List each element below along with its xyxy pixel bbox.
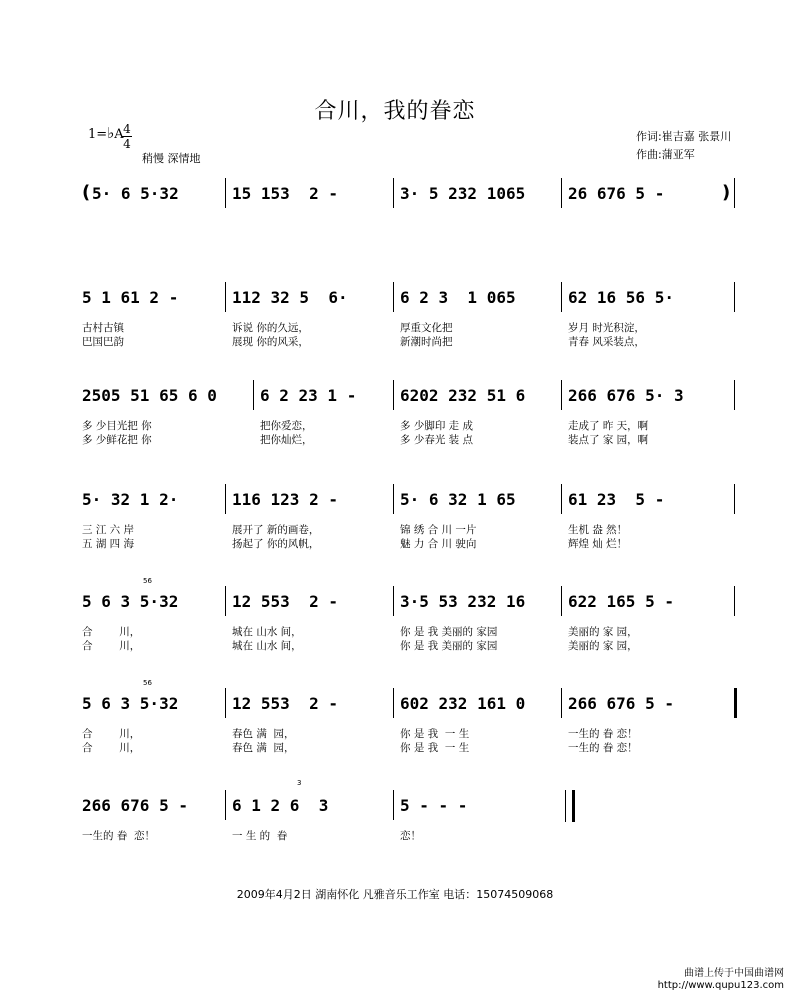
lyric-line-2: 合 川， <box>82 742 141 754</box>
measure-notes: 6 1 2 6 3 <box>232 796 329 815</box>
measure-notes: 3·5 53 232 16 <box>400 592 526 611</box>
barline <box>393 178 394 208</box>
key-signature <box>88 124 124 142</box>
lyric-line-1: 多 少脚印 走 成 <box>400 420 474 432</box>
score-row <box>82 790 742 850</box>
barline <box>225 586 226 616</box>
lyric-line-2: 装点了 家 园，啊 <box>568 434 649 446</box>
page-title: 合川，我的眷恋 <box>314 99 476 124</box>
barline <box>561 282 562 312</box>
lyric-line-1: 三 江 六 岸 <box>82 524 135 536</box>
barline <box>225 688 226 718</box>
barline <box>225 282 226 312</box>
measure-notes: 3· 5 232 1065 <box>400 184 526 203</box>
barline <box>225 178 226 208</box>
measure-notes: 6202 232 51 6 <box>400 386 526 405</box>
final-barline <box>565 790 575 822</box>
lyric-line-2: 把你灿烂， <box>260 434 313 446</box>
lyric-line-1: 美丽的 家 园， <box>568 626 638 638</box>
lyric-line-2: 多 少春光 装 点 <box>400 434 474 446</box>
barline <box>561 178 562 208</box>
lyric-line-1: 展开了 新的画卷， <box>232 524 320 536</box>
barline <box>734 380 735 410</box>
footer-info: 2009年4月2日 湖南怀化 凡雅音乐工作室 电话：15074509068 <box>236 888 554 901</box>
lyric-line-1: 一生的 眷 恋！ <box>82 830 156 842</box>
lyric-line-2: 新潮时尚把 <box>400 336 453 348</box>
lyric-line-1: 古村古镇 <box>82 322 124 334</box>
grace-note-1: 56 <box>143 577 152 585</box>
measure-notes: 15 153 2 - <box>232 184 338 203</box>
barline <box>561 380 562 410</box>
measure-notes: 62 16 56 5· <box>568 288 674 307</box>
lyric-line-1: 生机 盎 然！ <box>568 524 628 536</box>
grace-note-2: 56 <box>143 679 152 687</box>
lyric-line-2: 展现 你的风采， <box>232 336 309 348</box>
lyric-line-1: 走成了 昨 天，啊 <box>568 420 649 432</box>
meter-bottom: 4 <box>123 137 131 151</box>
lyric-line-1: 城在 山水 间， <box>232 626 302 638</box>
measure-notes: 5 1 61 2 - <box>82 288 179 307</box>
lyric-line-2: 合 川， <box>82 640 141 652</box>
barline <box>253 380 254 410</box>
score-row <box>82 282 742 348</box>
measure-notes: 112 32 5 6· <box>232 288 348 307</box>
barline <box>393 282 394 312</box>
lyric-line-1: 一生的 眷 恋！ <box>568 728 638 740</box>
measure-notes: 61 23 5 - <box>568 490 665 509</box>
key-note: A <box>114 127 124 142</box>
time-signature <box>122 122 132 151</box>
lyric-line-2: 春色 满 园， <box>232 742 295 754</box>
measure-notes: 602 232 161 0 <box>400 694 526 713</box>
lyric-line-2: 美丽的 家 园， <box>568 640 638 652</box>
tempo-marking: 稍慢 深情地 <box>142 152 201 165</box>
lyric-line-1: 锦 绣 合 川 一片 <box>400 524 477 536</box>
measure-notes: 266 676 5 - <box>82 796 188 815</box>
barline <box>393 484 394 514</box>
lyric-line-1: 合 川， <box>82 626 141 638</box>
composer-credit: 作曲:蒲亚军 <box>636 148 695 161</box>
lyric-line-2: 魅 力 合 川 驶向 <box>400 538 477 550</box>
lyric-line-1: 你 是 我 美丽的 家园 <box>400 626 498 638</box>
lyric-line-1: 把你爱恋， <box>260 420 313 432</box>
measure-notes: 5 - - - <box>400 796 468 815</box>
lyric-line-2: 辉煌 灿 烂！ <box>568 538 628 550</box>
barline <box>734 484 735 514</box>
lyric-line-2: 青春 风采装点， <box>568 336 645 348</box>
barline <box>393 790 394 820</box>
meter-top: 4 <box>123 122 131 136</box>
lyric-line-1: 合 川， <box>82 728 141 740</box>
barline <box>225 790 226 820</box>
lyric-line-1: 一 生 的 眷 <box>232 830 288 842</box>
barline <box>561 688 562 718</box>
score-row <box>82 484 742 550</box>
barline <box>561 586 562 616</box>
key-prefix: 1= <box>88 127 108 142</box>
watermark-line2: http://www.qupu123.com <box>657 980 784 991</box>
lyric-line-1: 恋！ <box>400 830 421 842</box>
barline <box>734 688 737 718</box>
lyric-line-2: 巴国巴韵 <box>82 336 124 348</box>
barline <box>734 586 735 616</box>
lyric-line-2: 你 是 我 一 生 <box>400 742 470 754</box>
measure-notes: 5· 6 32 1 65 <box>400 490 516 509</box>
lyricist-credit: 作词:崔吉嘉 张景川 <box>636 130 732 143</box>
barline <box>561 484 562 514</box>
lyric-line-2: 你 是 我 美丽的 家园 <box>400 640 498 652</box>
lyric-line-1: 你 是 我 一 生 <box>400 728 470 740</box>
measure-notes: 116 123 2 - <box>232 490 338 509</box>
lyric-line-1: 多 少目光把 你 <box>82 420 152 432</box>
lyric-line-2: 多 少鲜花把 你 <box>82 434 152 446</box>
measure-notes: 2505 51 65 6 0 <box>82 386 217 405</box>
barline <box>225 484 226 514</box>
lyric-line-2: 扬起了 你的风帆， <box>232 538 320 550</box>
repeat-paren-close: ) <box>722 182 731 203</box>
measure-notes: 26 676 5 - <box>568 184 665 203</box>
score-row <box>82 688 742 754</box>
barline <box>734 178 735 208</box>
measure-notes: 266 676 5 - <box>568 694 674 713</box>
watermark-line1: 曲谱上传于中国曲谱网 <box>684 968 784 979</box>
measure-notes: 5· 6 5·32 <box>92 184 179 203</box>
lyric-line-2: 一生的 眷 恋！ <box>568 742 638 754</box>
barline <box>393 688 394 718</box>
measure-notes: 5 6 3 5·32 <box>82 592 179 611</box>
flat-symbol: ♭ <box>107 124 115 142</box>
lyric-line-1: 岁月 时光积淀， <box>568 322 645 334</box>
barline <box>734 282 735 312</box>
measure-notes: 6 2 3 1 065 <box>400 288 516 307</box>
score-row <box>82 586 742 652</box>
measure-notes: 12 553 2 - <box>232 694 338 713</box>
measure-notes: 266 676 5· 3 <box>568 386 684 405</box>
repeat-paren-open: ( <box>82 182 91 203</box>
lyric-line-2: 城在 山水 间， <box>232 640 302 652</box>
lyric-line-1: 诉说 你的久远， <box>232 322 309 334</box>
grace-note-3: 3 <box>297 779 302 787</box>
score-row <box>82 380 742 446</box>
measure-notes: 5 6 3 5·32 <box>82 694 179 713</box>
barline <box>393 380 394 410</box>
lyric-line-2: 五 湖 四 海 <box>82 538 135 550</box>
measure-notes: 6 2 23 1 - <box>260 386 357 405</box>
score-row <box>82 178 742 238</box>
watermark <box>640 968 784 992</box>
measure-notes: 622 165 5 - <box>568 592 674 611</box>
barline <box>393 586 394 616</box>
measure-notes: 12 553 2 - <box>232 592 338 611</box>
lyric-line-1: 厚重文化把 <box>400 322 453 334</box>
lyric-line-1: 春色 满 园， <box>232 728 295 740</box>
measure-notes: 5· 32 1 2· <box>82 490 179 509</box>
